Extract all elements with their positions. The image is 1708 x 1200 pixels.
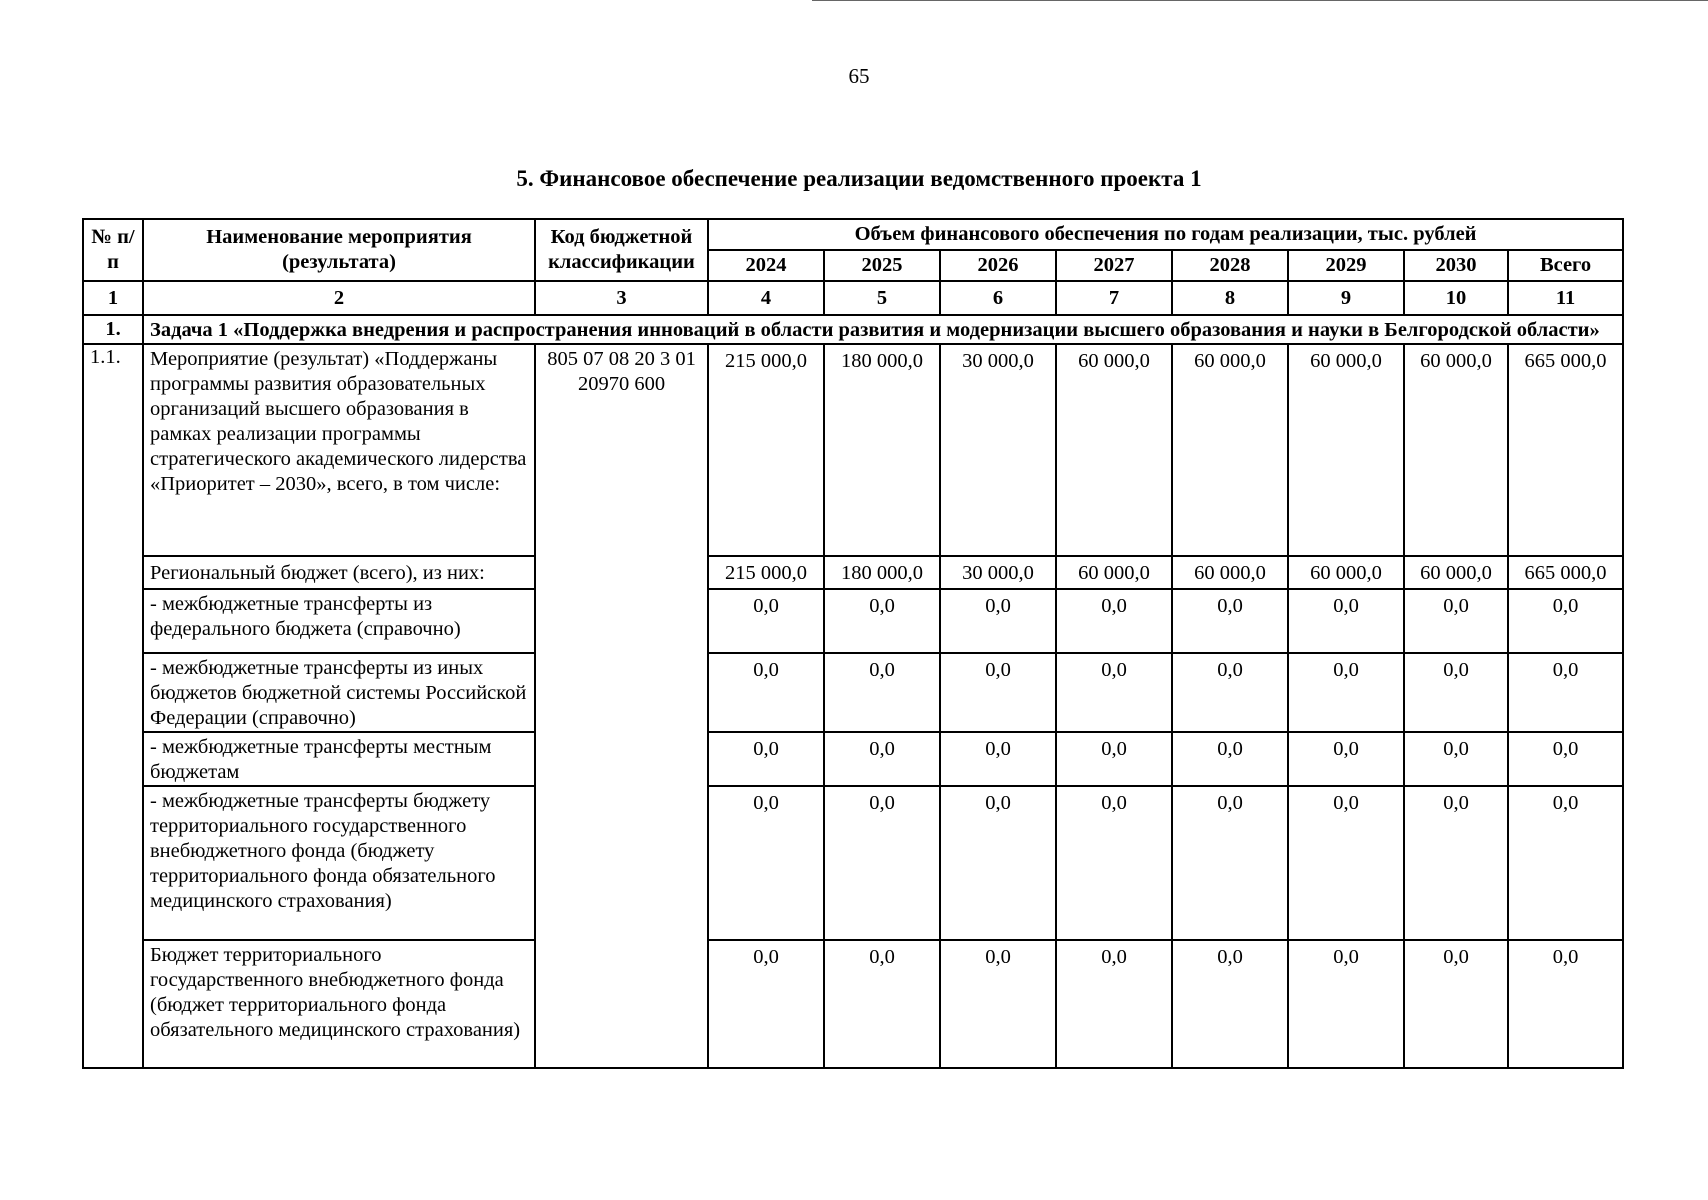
column-number: 8	[1172, 281, 1288, 315]
value-cell: 60 000,0	[1172, 344, 1288, 556]
value-cell: 0,0	[1172, 940, 1288, 1068]
value-cell: 30 000,0	[940, 344, 1056, 556]
header-year: 2030	[1404, 250, 1508, 281]
value-cell: 0,0	[1508, 732, 1623, 786]
header-name: Наименование мероприятия (результата)	[143, 219, 535, 281]
header-num: № п/п	[83, 219, 143, 281]
header-year: 2026	[940, 250, 1056, 281]
value-cell: 0,0	[1508, 940, 1623, 1068]
value-cell: 0,0	[1288, 732, 1404, 786]
value-cell: 30 000,0	[940, 556, 1056, 589]
value-cell: 665 000,0	[1508, 556, 1623, 589]
column-number: 10	[1404, 281, 1508, 315]
value-cell: 0,0	[1508, 589, 1623, 653]
value-cell: 0,0	[940, 653, 1056, 732]
value-cell: 0,0	[1172, 653, 1288, 732]
value-cell: 0,0	[824, 940, 940, 1068]
value-cell: 0,0	[1288, 589, 1404, 653]
page-number: 65	[848, 64, 870, 88]
row-name: - межбюджетные трансферты из федерального бюджета (справочно)	[143, 589, 535, 653]
value-cell: 0,0	[1056, 786, 1172, 940]
financing-table	[82, 218, 1624, 1069]
value-cell: 0,0	[1288, 786, 1404, 940]
page-title: 5. Финансовое обеспечение реализации ведомственного проекта 1	[516, 166, 1202, 191]
value-cell: 0,0	[1172, 786, 1288, 940]
value-cell: 0,0	[708, 589, 824, 653]
value-cell: 0,0	[1404, 589, 1508, 653]
row-name: - межбюджетные трансферты местным бюджетам	[143, 732, 535, 786]
value-cell: 0,0	[940, 786, 1056, 940]
value-cell: 0,0	[1172, 589, 1288, 653]
value-cell: 60 000,0	[1404, 344, 1508, 556]
table-row	[83, 653, 1623, 732]
header-code: Код бюджетной классификации	[535, 219, 708, 281]
value-cell: 0,0	[1404, 786, 1508, 940]
row-name: Региональный бюджет (всего), из них:	[143, 556, 535, 589]
header-year: 2027	[1056, 250, 1172, 281]
value-cell: 0,0	[1404, 732, 1508, 786]
measure-number: 1.1.	[83, 344, 143, 1068]
column-number: 9	[1288, 281, 1404, 315]
header-volume: Объем финансового обеспечения по годам реализации, тыс. рублей	[708, 219, 1623, 250]
column-number: 5	[824, 281, 940, 315]
column-number: 1	[83, 281, 143, 315]
value-cell: 0,0	[824, 786, 940, 940]
value-cell: 0,0	[1288, 940, 1404, 1068]
value-cell: 215 000,0	[708, 556, 824, 589]
column-number: 4	[708, 281, 824, 315]
value-cell: 60 000,0	[1056, 344, 1172, 556]
header-year: 2029	[1288, 250, 1404, 281]
table-row	[83, 940, 1623, 1068]
table-row	[83, 732, 1623, 786]
column-number: 7	[1056, 281, 1172, 315]
table-row	[83, 589, 1623, 653]
table-row	[83, 786, 1623, 940]
budget-code: 805 07 08 20 3 01 20970 600	[535, 344, 708, 1068]
value-cell: 180 000,0	[824, 344, 940, 556]
column-number: 11	[1508, 281, 1623, 315]
row-name: - межбюджетные трансферты из иных бюджетов бюджетной системы Российской Федерации (справочно)	[143, 653, 535, 732]
value-cell: 0,0	[708, 732, 824, 786]
value-cell: 0,0	[1404, 940, 1508, 1068]
value-cell: 0,0	[708, 940, 824, 1068]
value-cell: 0,0	[940, 732, 1056, 786]
value-cell: 0,0	[1056, 589, 1172, 653]
value-cell: 0,0	[940, 589, 1056, 653]
value-cell: 0,0	[1404, 653, 1508, 732]
table-row	[83, 556, 1623, 589]
value-cell: 0,0	[708, 653, 824, 732]
value-cell: 0,0	[1056, 940, 1172, 1068]
value-cell: 0,0	[1056, 653, 1172, 732]
row-name: - межбюджетные трансферты бюджету территориального государственного внебюджетного фонда (бюджету территориального фонда обязательного медицинского страхования)	[143, 786, 535, 940]
header-year: 2025	[824, 250, 940, 281]
header-row-1	[83, 219, 1623, 250]
value-cell: 60 000,0	[1172, 556, 1288, 589]
value-cell: 180 000,0	[824, 556, 940, 589]
value-cell: 665 000,0	[1508, 344, 1623, 556]
value-cell: 0,0	[824, 732, 940, 786]
header-year: 2028	[1172, 250, 1288, 281]
value-cell: 0,0	[1508, 653, 1623, 732]
value-cell: 60 000,0	[1288, 344, 1404, 556]
task-number: 1.	[83, 315, 143, 344]
task-row	[83, 315, 1623, 344]
value-cell: 0,0	[1508, 786, 1623, 940]
value-cell: 60 000,0	[1056, 556, 1172, 589]
value-cell: 60 000,0	[1404, 556, 1508, 589]
column-number: 2	[143, 281, 535, 315]
value-cell: 0,0	[1288, 653, 1404, 732]
value-cell: 0,0	[1056, 732, 1172, 786]
header-row-column-numbers	[83, 281, 1623, 315]
value-cell: 0,0	[708, 786, 824, 940]
row-name: Бюджет территориального государственного внебюджетного фонда (бюджет территориального фонда обязательного медицинского страхования)	[143, 940, 535, 1068]
column-number: 6	[940, 281, 1056, 315]
value-cell: 0,0	[824, 589, 940, 653]
value-cell: 60 000,0	[1288, 556, 1404, 589]
table-row	[83, 344, 1623, 556]
top-rule	[812, 0, 1708, 1]
value-cell: 0,0	[1172, 732, 1288, 786]
value-cell: 215 000,0	[708, 344, 824, 556]
task-text: Задача 1 «Поддержка внедрения и распространения инноваций в области развития и модернизации высшего образования и науки в Белгородской области»	[143, 315, 1623, 344]
column-number: 3	[535, 281, 708, 315]
value-cell: 0,0	[940, 940, 1056, 1068]
value-cell: 0,0	[824, 653, 940, 732]
header-total: Всего	[1508, 250, 1623, 281]
measure-name: Мероприятие (результат) «Поддержаны программы развития образовательных организаций высшего образования в рамках реализации программы стратегического академического лидерства «Приоритет – 2030», всего, в том числе:	[143, 344, 535, 556]
header-year: 2024	[708, 250, 824, 281]
